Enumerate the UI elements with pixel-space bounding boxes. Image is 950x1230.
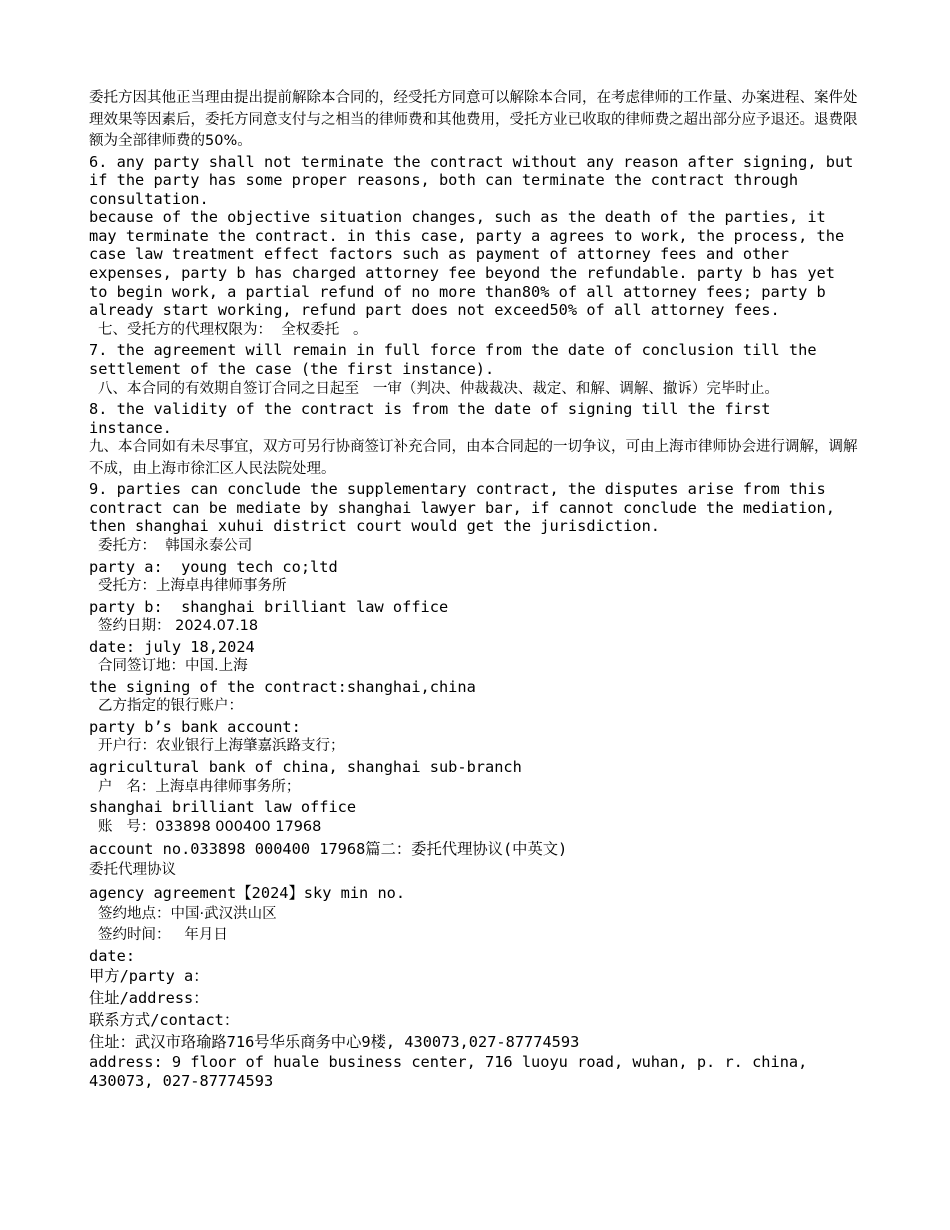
document-line: 签约时间： 年月日 [98,927,228,944]
document-line: 户 名：上海卓冉律师事务所； [98,778,301,795]
document-line: 甲方/party a： [89,967,209,986]
document-line: party a: young tech co;ltd [89,557,338,576]
document-line: 八、本合同的有效期自签订合同之日起至 一审（判决、仲裁裁决、裁定、和解、调解、撤诉）完毕时止。 [98,380,779,397]
document-line: date: july 18,2024 [89,637,255,656]
document-line: 住址：武汉市珞瑜路716号华乐商务中心9楼, 430073,027-87774593 [89,1033,580,1052]
document-line: 委托方因其他正当理由提出提前解除本合同的，经受托方同意可以解除本合同，在考虑律师的工作量、办案进程、案件处理效果等因素后，委托方同意支付与之相当的律师费和其他费用，受托方业已收取的律师费之超出部分应予退还。退费限额为全部律师费的50%。 [89,90,858,149]
document-line: 8. the validity of the contract is from the date of signing till the first instance. [89,400,780,437]
document-line: address: 9 floor of huale business center, 716 luoyu road, wuhan, p. r. china, 430073, 027-87774593 [89,1053,817,1090]
document-line: 6. any party shall not terminate the contract without any reason after signing, but if the party has some proper reasons, both can terminate the contract through consultation. [89,152,863,208]
document-line: because of the objective situation changes, such as the death of the parties, it may terminate the contract. in this case, party a agrees to work, the process, the case law treatment effect factors such as payment of attorney fees and other expenses, party b has charged attorney fee beyond the refundable. party b has yet to begin work, a partial refund of no more than80% of all attorney fees; party b already start working, refund part does not exceed50% of all attorney fees. [89,208,854,320]
document-line: 签约地点：中国·武汉洪山区 [98,905,277,922]
document-line: 合同签订地：中国.上海 [98,658,248,675]
document-line: party b’s bank account: [89,717,301,736]
document-line: 委托方： 韩国永泰公司 [98,538,253,554]
document-line: 账 号：033898 000400 17968 [98,818,322,835]
document-line: 乙方指定的银行账户： [98,698,243,715]
document-line: 开户行：农业银行上海肇嘉浜路支行； [98,738,345,755]
document-line: 住址/address： [89,989,209,1008]
document-line: 七、受托方的代理权限为： 全权委托 。 [98,321,368,338]
document-line: account no.033898 000400 17968篇二：委托代理协议(中英文) [89,840,568,859]
document-line: 联系方式/contact： [89,1011,240,1030]
document-line: date: [89,946,136,965]
document-line: 7. the agreement will remain in full force from the date of conclusion till the settlement of the case (the first instance). [89,341,826,378]
document-line: 签约日期： 2024.07.18 [98,618,259,635]
document-line: shanghai brilliant law office [89,798,357,817]
document-line: the signing of the contract:shanghai,china [89,677,476,696]
document-line: agricultural bank of china, shanghai sub-branch [89,757,522,776]
document-line: 委托代理协议 [89,862,176,879]
document-line: 9. parties can conclude the supplementary contract, the disputes arise from this contract can be mediate by shanghai lawyer bar, if cannot conclude the mediation, then shanghai xuhui district court would get the jurisdiction. [89,480,845,536]
document-line: party b: shanghai brilliant law office [89,597,449,616]
document-line: 受托方：上海卓冉律师事务所 [98,578,287,595]
document-line: agency agreement【2024】sky min no. [89,883,406,902]
document-line: 九、本合同如有未尽事宜，双方可另行协商签订补充合同，由本合同起的一切争议，可由上海市律师协会进行调解，调解不成，由上海市徐汇区人民法院处理。 [89,439,858,477]
